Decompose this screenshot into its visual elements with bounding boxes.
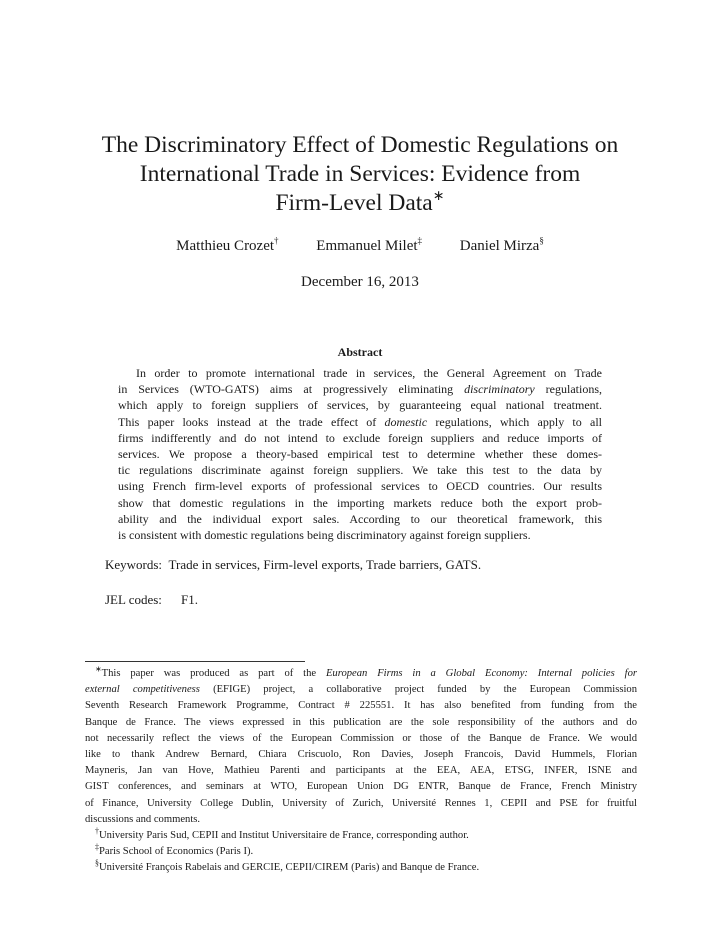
jel-label: JEL codes: — [105, 592, 162, 607]
author — [459, 235, 544, 255]
footnote-emphasis: European Firms in a Global Economy: Internal policies for — [325, 668, 637, 679]
footnote-text: Paris School of Economics (Paris I). — [98, 846, 254, 858]
author — [316, 235, 423, 255]
author-footnote-mark: ‡ — [417, 235, 423, 246]
footnote-text: University Paris Sud, CEPII and Institut Universitaire de France, corresponding author. — [98, 830, 469, 842]
keywords — [105, 557, 481, 573]
title-line — [60, 189, 660, 218]
footnote-mark: ∗ — [95, 664, 102, 674]
abstract-line: services. We propose a theory-based empirical test to determine whether these domes- — [118, 447, 602, 462]
abstract-heading: Abstract — [337, 345, 383, 359]
affiliation-footnote — [85, 860, 637, 876]
abstract-text: regulations, — [534, 382, 602, 397]
title-line-text: Firm-Level Data — [275, 190, 433, 216]
footnote-line: of Finance, University College Dublin, University of Zurich, Université Rennes 1, CEPII and PSE for fruitful — [85, 797, 637, 809]
abstract-line: ability and the individual export sales. According to our theoretical framework, this — [118, 511, 602, 526]
author-footnote-mark: § — [539, 235, 544, 246]
affiliation-footnote — [85, 844, 637, 860]
abstract-body — [118, 365, 602, 543]
footnote-emphasis: external competitiveness — [85, 684, 200, 696]
footnotes — [85, 666, 637, 877]
abstract-text: in Services (WTO-GATS) aims at progressively eliminating — [118, 382, 465, 397]
abstract-text: regulations, which apply to all — [427, 414, 602, 429]
footnote-mark: § — [95, 859, 99, 869]
footnote-line: not necessarily reflect the views of the European Commission or those of the Banque de France. We would — [85, 732, 637, 744]
publication-date: December 16, 2013 — [301, 274, 419, 290]
abstract-line: tic regulations discriminate against foreign suppliers. We take this test to the data by — [118, 463, 602, 478]
author-name: Matthieu Crozet — [176, 238, 275, 254]
abstract-line — [118, 381, 602, 397]
footnote-rule — [85, 661, 305, 662]
footnote-line: discussions and comments. — [85, 813, 201, 825]
footnote-line — [85, 666, 637, 682]
keywords-value: Trade in services, Firm-level exports, Trade barriers, GATS. — [168, 557, 482, 572]
footnote-text: This paper was produced as part of the — [101, 668, 326, 679]
author-list — [0, 235, 720, 255]
abstract-line: which apply to foreign suppliers of services, by guaranteeing equal national treatment. — [118, 398, 602, 413]
title-line: The Discriminatory Effect of Domestic Regulations on — [101, 132, 619, 158]
footnote-line: GIST conferences, and seminars at WTO, European Union DG ENTR, Banque de France, French Ministry — [85, 781, 637, 793]
affiliation-footnote — [85, 828, 637, 844]
abstract-text: This paper looks instead at the trade effect of — [118, 414, 385, 429]
abstract-line: In order to promote international trade in services, the General Agreement on Trade — [136, 366, 602, 380]
abstract-line: is consistent with domestic regulations being discriminatory against foreign suppliers. — [118, 528, 531, 543]
author — [176, 235, 279, 255]
author-footnote-mark: † — [274, 235, 279, 246]
paper-title — [60, 131, 660, 218]
footnote-text: (EFIGE) project, a collaborative project funded by the European Commission — [199, 684, 637, 696]
abstract-line: using French firm-level exports of professional services to OECD countries. Our results — [118, 479, 602, 494]
footnote-line: Seventh Research Framework Programme, Contract # 225551. It has also benefited from funding from the — [85, 700, 637, 712]
title-line: International Trade in Services: Evidence from — [139, 161, 581, 187]
title-footnote-mark: ∗ — [432, 188, 445, 205]
abstract-line — [118, 414, 602, 430]
author-name: Emmanuel Milet — [316, 238, 418, 254]
footnote-line: like to thank Andrew Bernard, Chiara Criscuolo, Ron Davies, Joseph Francois, David Hummels, Florian — [85, 749, 637, 761]
footnote-mark: ‡ — [95, 842, 99, 852]
keywords-label: Keywords: — [105, 557, 163, 572]
footnote-line: Mayneris, Jan van Hove, Mathieu Parenti and participants at the EEA, AEA, ETSG, INFER, ISNE and — [85, 765, 637, 777]
abstract-emphasis: domestic — [384, 414, 428, 429]
footnote-line — [85, 682, 637, 698]
footnote-text: Université François Rabelais and GERCIE, CEPII/CIREM (Paris) and Banque de France. — [98, 862, 480, 874]
jel-codes — [105, 592, 198, 608]
abstract-line: show that domestic regulations in the importing markets reduce both the export prob- — [118, 495, 602, 510]
footnote-line: Banque de France. The views expressed in this publication are the sole responsibility of the authors and do — [85, 716, 637, 728]
jel-value: F1. — [181, 592, 198, 607]
abstract-line: firms indifferently and do not intend to exclude foreign suppliers and reduce imports of — [118, 430, 602, 445]
footnote-mark: † — [95, 826, 99, 836]
author-name: Daniel Mirza — [459, 238, 540, 254]
abstract-emphasis: discriminatory — [464, 382, 535, 397]
